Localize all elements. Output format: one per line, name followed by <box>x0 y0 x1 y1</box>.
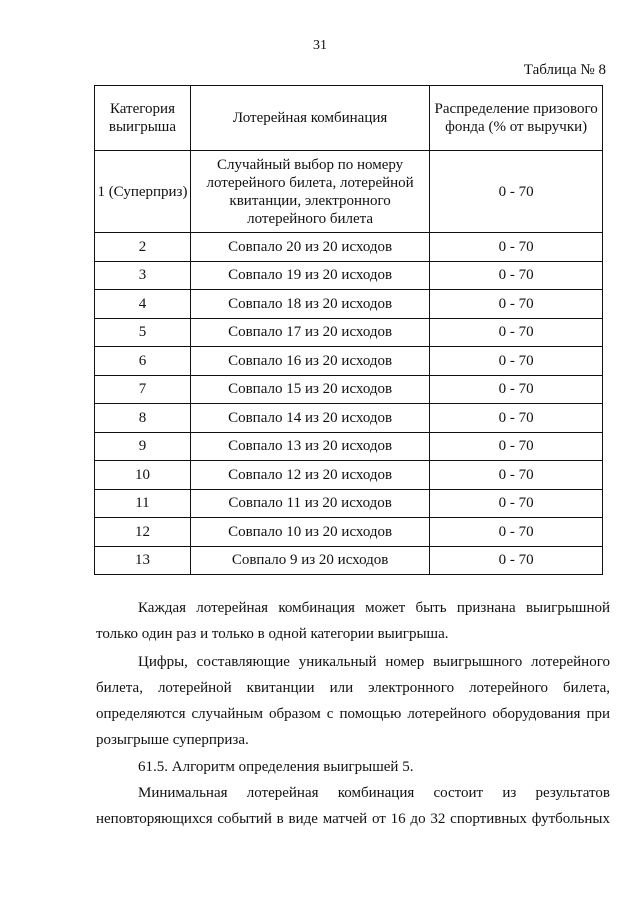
distribution-cell: 0 - 70 <box>430 518 603 547</box>
combination-cell: Совпало 9 из 20 исходов <box>190 546 429 575</box>
page-number: 31 <box>313 38 327 53</box>
table-header-row <box>95 86 603 151</box>
distribution-cell: 0 - 70 <box>430 261 603 290</box>
table-row <box>95 432 603 461</box>
paragraph-winning-combination: Каждая лотерейная комбинация может быть признана выигрышной только один раз и только в одной категории выигрыша. <box>96 600 610 642</box>
combination-cell: Совпало 18 из 20 исходов <box>190 290 429 319</box>
category-cell: 7 <box>95 375 191 404</box>
combination-cell: Совпало 19 из 20 исходов <box>190 261 429 290</box>
category-cell: 9 <box>95 432 191 461</box>
category-cell: 2 <box>95 233 191 262</box>
header-category: Категория выигрыша <box>95 86 191 151</box>
category-cell: 11 <box>95 489 191 518</box>
table-row <box>95 261 603 290</box>
category-cell: 10 <box>95 461 191 490</box>
table-row <box>95 375 603 404</box>
distribution-cell: 0 - 70 <box>430 404 603 433</box>
combination-cell: Случайный выбор по номеру лотерейного билета, лотерейной квитанции, электронного лотерейного билета <box>190 151 429 233</box>
table-row <box>95 290 603 319</box>
distribution-cell: 0 - 70 <box>430 489 603 518</box>
category-cell: 1 (Суперприз) <box>95 151 191 233</box>
table-label: Таблица № 8 <box>523 62 606 78</box>
combination-cell: Совпало 14 из 20 исходов <box>190 404 429 433</box>
table-row <box>95 347 603 376</box>
paragraph-section-heading: 61.5. Алгоритм определения выигрышей 5. <box>138 759 414 775</box>
header-combination: Лотерейная комбинация <box>190 86 429 151</box>
paragraph-unique-number: Цифры, составляющие уникальный номер выигрышного лотерейного билета, лотерейной квитанции или электронного лотерейного билета, определяются случайным образом с помощью лотерейного оборудования при розыгрыше суперприза. <box>96 654 610 748</box>
distribution-cell: 0 - 70 <box>430 546 603 575</box>
combination-cell: Совпало 12 из 20 исходов <box>190 461 429 490</box>
category-cell: 4 <box>95 290 191 319</box>
distribution-cell: 0 - 70 <box>430 347 603 376</box>
category-cell: 13 <box>95 546 191 575</box>
combination-cell: Совпало 17 из 20 исходов <box>190 318 429 347</box>
combination-cell: Совпало 15 из 20 исходов <box>190 375 429 404</box>
combination-cell: Совпало 20 из 20 исходов <box>190 233 429 262</box>
category-cell: 6 <box>95 347 191 376</box>
paragraph-minimal-combination: Минимальная лотерейная комбинация состоит из результатов неповторяющихся событий в виде матчей от 16 до 32 спортивных футбольных <box>96 785 610 827</box>
table-row <box>95 489 603 518</box>
distribution-cell: 0 - 70 <box>430 375 603 404</box>
category-cell: 12 <box>95 518 191 547</box>
header-distribution: Распределение призового фонда (% от выручки) <box>430 86 603 151</box>
table-row <box>95 546 603 575</box>
table-row <box>95 233 603 262</box>
table-row <box>95 318 603 347</box>
category-cell: 8 <box>95 404 191 433</box>
combination-cell: Совпало 11 из 20 исходов <box>190 489 429 518</box>
combination-cell: Совпало 13 из 20 исходов <box>190 432 429 461</box>
table-row <box>95 461 603 490</box>
distribution-cell: 0 - 70 <box>430 318 603 347</box>
table-row <box>95 151 603 233</box>
distribution-cell: 0 - 70 <box>430 290 603 319</box>
distribution-cell: 0 - 70 <box>430 461 603 490</box>
distribution-cell: 0 - 70 <box>430 233 603 262</box>
combination-cell: Совпало 10 из 20 исходов <box>190 518 429 547</box>
prize-distribution-table <box>94 85 603 575</box>
table-row <box>95 518 603 547</box>
category-cell: 5 <box>95 318 191 347</box>
table-row <box>95 404 603 433</box>
category-cell: 3 <box>95 261 191 290</box>
distribution-cell: 0 - 70 <box>430 151 603 233</box>
distribution-cell: 0 - 70 <box>430 432 603 461</box>
combination-cell: Совпало 16 из 20 исходов <box>190 347 429 376</box>
